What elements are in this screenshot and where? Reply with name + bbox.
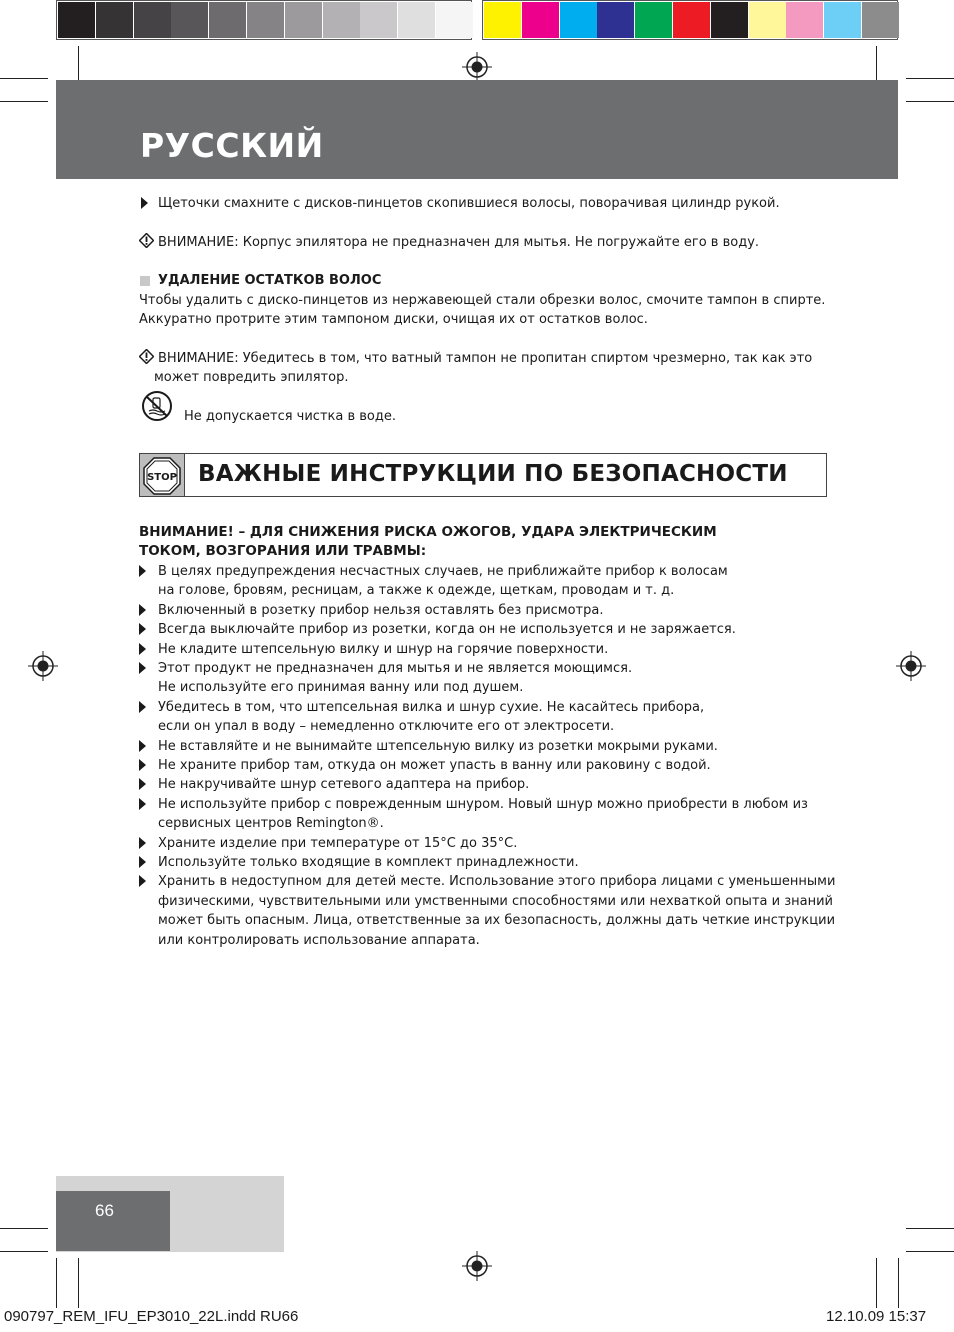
crop-mark xyxy=(898,1258,899,1308)
safety-item-line: на голове, бровям, ресницам, а также к одежде, щеткам, проводам и т. д. xyxy=(158,583,675,599)
registration-mark-icon xyxy=(462,52,492,82)
crop-mark xyxy=(906,78,954,79)
warning-diamond-icon xyxy=(139,233,154,248)
crop-mark xyxy=(906,1228,954,1229)
crop-mark xyxy=(0,101,48,102)
safety-item-line: если он упал в воду – немедленно отключите его от электросети. xyxy=(158,719,615,735)
crop-mark xyxy=(0,1228,48,1229)
bullet-arrow-icon xyxy=(141,197,148,209)
cleaning-warning-line: ВНИМАНИЕ: Убедитесь в том, что ватный тампон не пропитан спиртом чрезмерно, так как это xyxy=(158,351,813,366)
color-swatch xyxy=(171,2,208,38)
safety-item-line: Не кладите штепсельную вилку и шнур на горячие поверхности. xyxy=(158,641,609,657)
bullet-arrow-icon xyxy=(139,856,146,868)
bullet-arrow-icon xyxy=(139,643,146,655)
crop-mark xyxy=(78,1258,79,1308)
color-swatch xyxy=(597,2,634,38)
crop-mark xyxy=(876,1258,877,1308)
page-title: РУССКИЙ xyxy=(140,126,324,165)
section-square-icon xyxy=(140,276,150,286)
stop-sign-label: STOP xyxy=(147,472,177,483)
safety-warning-heading: ВНИМАНИЕ! – ДЛЯ СНИЖЕНИЯ РИСКА ОЖОГОВ, УДАРА ЭЛЕКТРИЧЕСКИМ xyxy=(139,524,717,540)
color-swatch xyxy=(323,2,360,38)
crop-mark xyxy=(0,78,48,79)
color-swatch xyxy=(58,2,95,38)
safety-item-line: сервисных центров Remington®. xyxy=(158,816,384,832)
bullet-arrow-icon xyxy=(139,604,146,616)
safety-item-line: физическими, чувствительными или умственными способностями или нехваткой опыта и знаний xyxy=(158,893,833,909)
safety-item-line: Этот продукт не предназначен для мытья и не является моющимся. xyxy=(158,661,633,676)
safety-item-line: Убедитесь в том, что штепсельная вилка и шнур сухие. Не касайтесь прибора, xyxy=(158,699,705,715)
color-swatch xyxy=(96,2,133,38)
intro-bullet: Щеточки смахните с дисков-пинцетов скопившиеся волосы, поворачивая цилиндр рукой. xyxy=(158,196,780,211)
date-slug: 12.10.09 15:37 xyxy=(826,1308,927,1325)
safety-item-line: Храните изделие при температуре от 15°C до 35°C. xyxy=(158,835,518,851)
crop-mark xyxy=(56,1258,57,1308)
color-swatch xyxy=(749,2,786,38)
bullet-arrow-icon xyxy=(139,759,146,771)
safety-item-line: или контролировать использование аппарата. xyxy=(158,932,480,948)
color-swatch xyxy=(247,2,284,38)
safety-item-line: Включенный в розетку прибор нельзя оставлять без присмотра. xyxy=(158,602,604,618)
color-swatch xyxy=(560,2,597,38)
safety-item-line: В целях предупреждения несчастных случаев, не приближайте прибор к волосам xyxy=(158,564,728,579)
bullet-arrow-icon xyxy=(139,662,146,674)
color-swatch xyxy=(134,2,171,38)
safety-title: ВАЖНЫЕ ИНСТРУКЦИИ ПО БЕЗОПАСНОСТИ xyxy=(198,461,788,487)
page-number: 66 xyxy=(95,1201,114,1220)
cleaning-heading: УДАЛЕНИЕ ОСТАТКОВ ВОЛОС xyxy=(158,273,382,288)
bullet-arrow-icon xyxy=(139,701,146,713)
intro-warning: ВНИМАНИЕ: Корпус эпилятора не предназначен для мытья. Не погружайте его в воду. xyxy=(158,235,760,250)
color-swatch xyxy=(484,2,521,38)
safety-item-line: Не накручивайте шнур сетевого адаптера на прибор. xyxy=(158,777,530,793)
safety-item-line: Не используйте прибор с поврежденным шнуром. Новый шнур можно приобрести в любом из xyxy=(158,796,808,812)
registration-mark-icon xyxy=(28,651,58,681)
safety-warning-heading: ТОКОМ, ВОЗГОРАНИЯ ИЛИ ТРАВМЫ: xyxy=(139,543,427,559)
safety-item-line: Не храните прибор там, откуда он может упасть в ванну или раковину с водой. xyxy=(158,758,711,773)
no-water-note: Не допускается чистка в воде. xyxy=(184,409,397,424)
safety-item-line: Хранить в недоступном для детей месте. Использование этого прибора лицами с уменьшенными xyxy=(158,874,836,890)
cleaning-line: Аккуратно протрите этим тампоном диски, очищая их от остатков волос. xyxy=(139,312,648,327)
bullet-arrow-icon xyxy=(139,623,146,635)
warning-diamond-icon xyxy=(139,349,154,364)
registration-mark-icon xyxy=(462,1251,492,1281)
bullet-arrow-icon xyxy=(139,740,146,752)
color-swatch xyxy=(786,2,823,38)
color-swatch xyxy=(522,2,559,38)
crop-mark xyxy=(0,1251,48,1252)
bullet-arrow-icon xyxy=(139,837,146,849)
color-swatch xyxy=(711,2,748,38)
color-swatch xyxy=(285,2,322,38)
bullet-arrow-icon xyxy=(139,565,146,577)
color-swatch xyxy=(673,2,710,38)
safety-item-line: Используйте только входящие в комплект принадлежности. xyxy=(158,855,579,870)
safety-item-line: Не используйте его принимая ванну или под душем. xyxy=(158,680,524,696)
footer-tab-dark xyxy=(56,1191,170,1251)
color-swatch xyxy=(635,2,672,38)
crop-mark xyxy=(906,1251,954,1252)
bullet-arrow-icon xyxy=(139,875,146,887)
color-swatch xyxy=(436,2,473,38)
bullet-arrow-icon xyxy=(139,798,146,810)
color-swatch xyxy=(209,2,246,38)
safety-item-line: может быть опасным. Лица, ответственные за их безопасность, должны дать четкие инструкции xyxy=(158,913,836,929)
bullet-arrow-icon xyxy=(139,778,146,790)
registration-mark-icon xyxy=(896,651,926,681)
cleaning-line: Чтобы удалить с диско-пинцетов из нержавеющей стали обрезки волос, смочите тампон в спирте. xyxy=(139,293,826,308)
no-water-cleaning-icon xyxy=(139,390,175,422)
color-swatch xyxy=(824,2,861,38)
file-slug: 090797_REM_IFU_EP3010_22L.indd RU66 xyxy=(4,1308,299,1325)
color-swatch xyxy=(398,2,435,38)
crop-mark xyxy=(906,101,954,102)
color-swatch xyxy=(862,2,899,38)
safety-item-line: Не вставляйте и не вынимайте штепсельную вилку из розетки мокрыми руками. xyxy=(158,738,718,754)
color-swatch xyxy=(360,2,397,38)
cleaning-warning-line: может повредить эпилятор. xyxy=(154,370,349,385)
stop-sign-icon xyxy=(143,457,181,495)
safety-item-line: Всегда выключайте прибор из розетки, когда он не используется и не заряжается. xyxy=(158,622,736,638)
